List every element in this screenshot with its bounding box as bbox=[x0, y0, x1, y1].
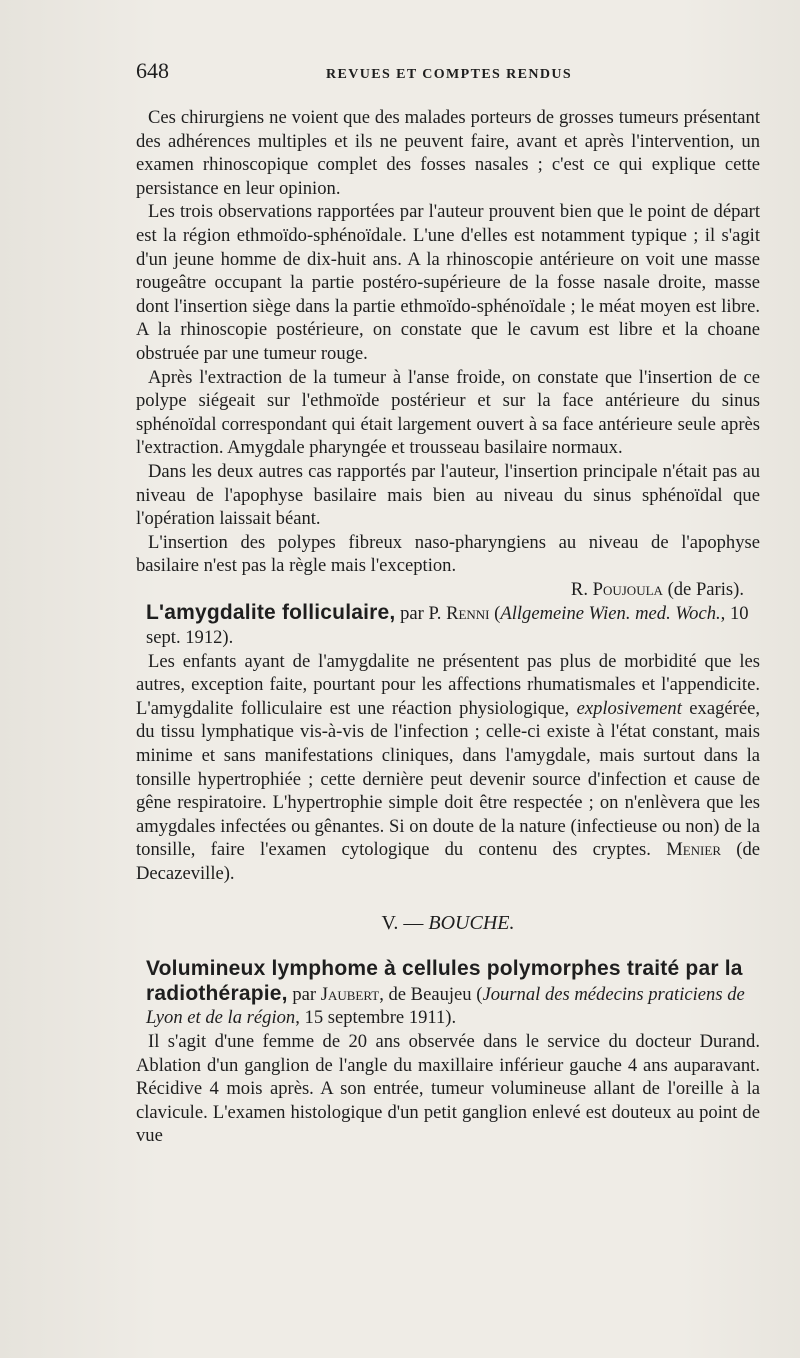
article-heading bbox=[136, 957, 760, 1030]
article-heading bbox=[136, 601, 760, 649]
article-author: Renni bbox=[446, 603, 490, 625]
article-journal: Journal des médecins praticiens de Lyon et de la région bbox=[146, 983, 745, 1029]
paragraph bbox=[136, 650, 760, 886]
section-heading bbox=[136, 912, 760, 936]
article-date: , 15 septembre 1911). bbox=[295, 1007, 457, 1029]
running-title: REVUES ET COMPTES RENDUS bbox=[326, 67, 573, 82]
article-title: L'amygdalite folliculaire, bbox=[146, 601, 396, 625]
signature-name: Menier bbox=[666, 839, 721, 861]
paragraph: Ces chirurgiens ne voient que des malades porteurs de grosses tumeurs présentant des adhérences multiples et ils ne peuvent faire, avant et après l'intervention, un examen rhinoscopique complet des fosses nasales ; c'est ce qui explique cette persistance en leur opinion. bbox=[136, 107, 760, 199]
paragraph: Dans les deux autres cas rapportés par l'auteur, l'insertion principale n'était pas au niveau de l'apophyse basilaire mais bien au niveau du sinus sphénoïdal que l'opération laissait béant. bbox=[136, 460, 760, 530]
paragraph-text: exagérée, du tissu lymphatique vis-à-vis de l'infection ; celle-ci existe à l'état constant, mais minime et sans manifestations cliniques, dans l'amygdale, mais surtout dans la tonsille hypertrophiée ; cette dernière peut devenir source d'infection et cause de gêne respiratoire. L'hypertrophie simple doit être respectée ; on n'enlèvera que les amygdales infectées ou gênantes. Si on doute de la nature (infectieuse ou non) de la tonsille, faire l'examen cytologique du contenu des cryptes. bbox=[136, 697, 760, 861]
section-title: BOUCHE. bbox=[428, 911, 515, 934]
section-number: V. — bbox=[381, 911, 429, 934]
article-paren: ( bbox=[489, 603, 501, 625]
article-title: Volumineux lymphome à cellules polymorphes traité par la radiothérapie, bbox=[146, 957, 743, 1005]
signature-place: (de Decazeville). bbox=[136, 839, 760, 884]
signature-initial: R. bbox=[570, 578, 593, 600]
article-by: par bbox=[287, 983, 321, 1005]
running-header bbox=[136, 58, 760, 98]
paragraph: L'insertion des polypes fibreux naso-pharyngiens au niveau de l'apophyse basilaire n'est pas la règle mais l'exception. bbox=[136, 531, 760, 577]
article-journal: Allgemeine Wien. med. Woch. bbox=[500, 603, 721, 625]
paragraph: Les trois observations rapportées par l'auteur prouvent bien que le point de départ est la région ethmoïdo-sphénoïdale. L'une d'elles est notamment typique ; il s'agit d'un jeune homme de dix-huit ans. A la rhinoscopie antérieure on voit une masse rougeâtre occupant la partie postéro-supérieure de la fosse nasale droite, masse dont l'insertion siège dans la partie ethmoïdo-sphénoïdale ; le méat moyen est libre. A la rhinoscopie postérieure, on constate que le cavum est libre et la choane obstruée par une tumeur rouge. bbox=[136, 201, 760, 364]
signature-name: Poujoula bbox=[592, 578, 663, 600]
paragraph: Il s'agit d'une femme de 20 ans observée dans le service du docteur Durand. Ablation d'un ganglion de l'angle du maxillaire inférieur gauche 4 ans auparavant. Récidive 4 mois après. A son entrée, tumeur volumineuse allant de l'oreille à la clavicule. L'examen histologique d'un petit ganglion enlevé est douteux au point de vue bbox=[136, 1030, 760, 1147]
article-by: par P. bbox=[395, 603, 447, 625]
article-date: , 10 sept. 1912). bbox=[146, 603, 749, 649]
article-place: , de Beaujeu ( bbox=[379, 983, 483, 1005]
paragraph: Après l'extraction de la tumeur à l'anse froide, on constate que l'insertion de ce polype siégeait sur l'ethmoïde postérieur et sur la face antérieure du sinus sphénoïdal correspondant qui était largement ouvert à sa face antérieure seule après l'extraction. Amygdale pharyngée et trousseau basilaire normaux. bbox=[136, 366, 760, 459]
signature-place: (de Paris). bbox=[662, 578, 744, 600]
author-signature bbox=[136, 578, 760, 602]
paragraph-emphasis: explosivement bbox=[576, 697, 682, 719]
page-number: 648 bbox=[136, 58, 169, 83]
article-author: Jaubert bbox=[320, 983, 380, 1005]
paragraph-text: Les enfants ayant de l'amygdalite ne présentent pas plus de morbidité que les autres, exception faite, pourtant pour les affections rhumatismales et l'appendicite. L'amygdalite folliculaire est une réaction physiologique, bbox=[136, 650, 760, 719]
